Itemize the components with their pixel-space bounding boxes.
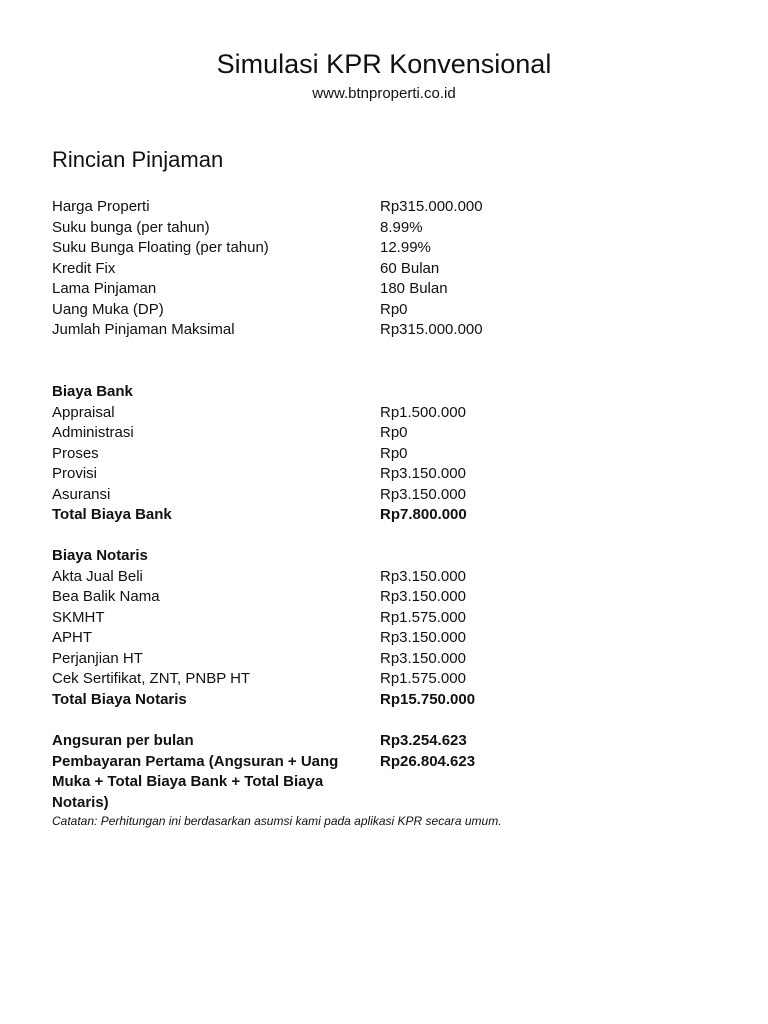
total-value: Rp15.750.000 (380, 690, 476, 708)
rincian-row (52, 238, 522, 259)
row-label: Jumlah Pinjaman Maksimal (52, 321, 235, 338)
row-label: Proses (52, 444, 99, 462)
row-value: Rp3.150.000 (380, 567, 466, 585)
biaya-notaris-title: Biaya Notaris (52, 547, 148, 564)
row-value: Rp1.575.000 (380, 670, 466, 687)
row-value: Rp3.150.000 (380, 465, 466, 482)
angsuran-label: Angsuran per bulan (52, 732, 194, 749)
biaya-notaris-row (52, 587, 522, 608)
biaya-bank-total-row (52, 505, 522, 526)
rincian-row (52, 300, 522, 321)
biaya-notaris-row (52, 669, 522, 690)
biaya-bank-row (52, 444, 522, 465)
row-value: Rp1.500.000 (380, 403, 466, 421)
row-label: Lama Pinjaman (52, 280, 157, 297)
row-value: 8.99% (380, 218, 423, 236)
row-label: Provisi (52, 465, 98, 482)
rincian-row (52, 259, 522, 280)
rincian-row (52, 320, 522, 341)
row-value: Rp3.150.000 (380, 485, 466, 503)
row-label: Harga Properti (52, 198, 150, 215)
row-label: Asuransi (52, 485, 111, 503)
biaya-notaris-row (52, 608, 522, 629)
pembayaran-pertama-value: Rp26.804.623 (380, 752, 476, 770)
row-label: Suku bunga (per tahun) (52, 218, 210, 236)
site-url: www.btnproperti.co.id (312, 85, 456, 102)
row-value: Rp1.575.000 (380, 608, 466, 626)
row-value: Rp0 (380, 424, 408, 441)
total-label: Total Biaya Bank (52, 506, 172, 523)
row-label: Perjanjian HT (52, 649, 143, 667)
pembayaran-pertama-row (52, 752, 522, 814)
row-label: Akta Jual Beli (52, 567, 143, 585)
angsuran-value: Rp3.254.623 (380, 732, 467, 749)
biaya-notaris-row (52, 567, 522, 588)
biaya-notaris-list (52, 546, 522, 710)
biaya-notaris-row (52, 649, 522, 670)
row-value: Rp315.000.000 (380, 321, 483, 338)
row-label: Uang Muka (DP) (52, 300, 164, 318)
rincian-row (52, 197, 522, 218)
total-value: Rp7.800.000 (380, 506, 467, 523)
biaya-bank-row (52, 464, 522, 485)
row-label: SKMHT (52, 608, 105, 626)
row-value: Rp0 (380, 444, 408, 462)
row-label: Kredit Fix (52, 259, 116, 277)
biaya-bank-list (52, 382, 522, 526)
rincian-row (52, 279, 522, 300)
pembayaran-pertama-label: Pembayaran Pertama (Angsuran + Uang Muka + Total Biaya Bank + Total Biaya Notaris) (52, 752, 339, 811)
biaya-bank-row (52, 485, 522, 506)
row-value: Rp3.150.000 (380, 629, 466, 646)
row-label: APHT (52, 629, 93, 646)
row-value: Rp3.150.000 (380, 588, 466, 605)
biaya-bank-title: Biaya Bank (52, 383, 133, 400)
row-value: 180 Bulan (380, 280, 448, 297)
section-heading-rincian: Rincian Pinjaman (52, 147, 224, 172)
page-title: Simulasi KPR Konvensional (216, 49, 552, 79)
row-value: Rp0 (380, 300, 408, 318)
rincian-row (52, 218, 522, 239)
total-label: Total Biaya Notaris (52, 690, 187, 708)
row-value: Rp315.000.000 (380, 198, 483, 215)
row-label: Bea Balik Nama (52, 588, 160, 605)
row-value: Rp3.150.000 (380, 649, 466, 667)
row-value: 12.99% (380, 239, 431, 256)
biaya-bank-row (52, 403, 522, 424)
biaya-notaris-total-row (52, 690, 522, 711)
row-value: 60 Bulan (380, 259, 440, 277)
row-label: Appraisal (52, 403, 115, 421)
row-label: Cek Sertifikat, ZNT, PNBP HT (52, 670, 251, 687)
biaya-notaris-row (52, 628, 522, 649)
biaya-bank-row (52, 423, 522, 444)
rincian-list (52, 197, 522, 341)
row-label: Administrasi (52, 424, 134, 441)
angsuran-row (52, 731, 522, 752)
row-label: Suku Bunga Floating (per tahun) (52, 239, 269, 256)
summary-list (52, 731, 522, 813)
footnote: Catatan: Perhitungan ini berdasarkan asumsi kami pada aplikasi KPR secara umum. (52, 814, 502, 828)
